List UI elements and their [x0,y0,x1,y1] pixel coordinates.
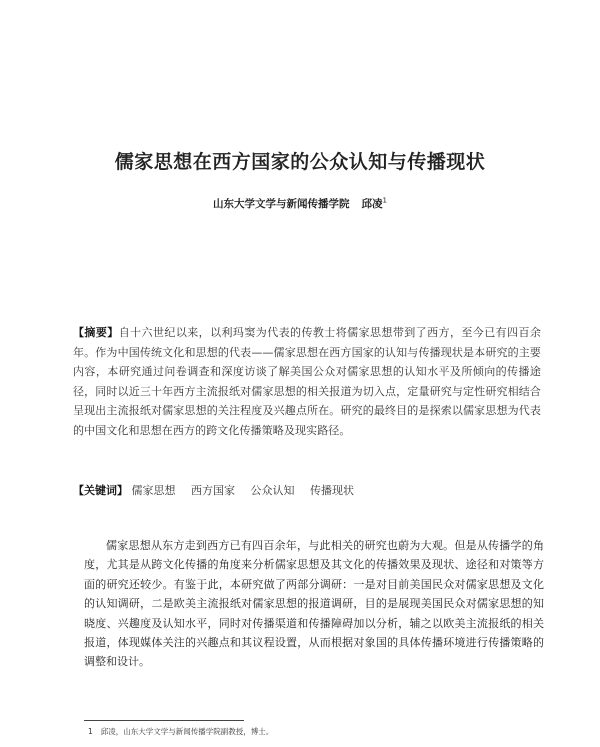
paper-title: 儒家思想在西方国家的公众认知与传播现状 [114,151,486,173]
footnote [88,726,538,737]
keyword-item: 西方国家 [191,484,235,497]
abstract-text: 自十六世纪以来，以利玛窦为代表的传教士将儒家思想带到了西方，至今已有四百余年。作为中国传统文化和思想的代表——儒家思想在西方国家的认知与传播现状是本研究的主要内容，本研究通过问卷调查和深度访谈了解美国公众对儒家思想的认知水平及所倾向的传播途径，同时以近三十年西方主流报纸对儒家思想的相关报道为切入点，定量研究与定性研究相结合呈现出主流报纸对儒家思想的关注程度及兴趣点所在。研究的最终目的是探索以儒家思想为代表的中国文化和思想在西方的跨文化传播策略及现实路径。 [73,326,542,437]
author-name: 邱凌 [361,198,383,210]
keywords [73,482,541,498]
abstract [73,323,541,441]
body-paragraph: 儒家思想从东方走到西方已有四百余年，与此相关的研究也蔚为大观。但是从传播学的角度，尤其是从跨文化传播的角度来分析儒家思想及其文化的传播效果及现状、途径和对策等方面的研究还较少。有鉴于此，本研究做了两部分调研：一是对目前美国民众对儒家思想及文化的认知调研，二是欧美主流报纸对儒家思想的报道调研，目的是展现美国民众对儒家思想的知晓度、兴趣度及认知水平，同时对传播渠道和传播障碍加以分析，辅之以欧美主流报纸的相关报道，体现媒体关注的兴趣点和其议程设置，从而根据对象国的具体传播环境进行传播策略的调整和设计。 [84,539,544,669]
affiliation: 山东大学文学与新闻传播学院 [213,198,350,210]
keyword-item: 公众认知 [250,484,295,497]
keyword-item: 传播现状 [310,484,354,497]
author-footnote-mark: 1 [382,196,387,205]
abstract-label: 【摘要】 [73,326,119,339]
keywords-label: 【关键词】 [73,484,128,497]
author-affiliation-line [0,196,600,211]
footnote-text: 邱凌，山东大学文学与新闻传播学院副教授，博士。 [100,727,274,736]
footnote-divider [84,720,244,721]
keyword-item: 儒家思想 [131,484,176,497]
footnote-number: 1 [88,727,93,736]
